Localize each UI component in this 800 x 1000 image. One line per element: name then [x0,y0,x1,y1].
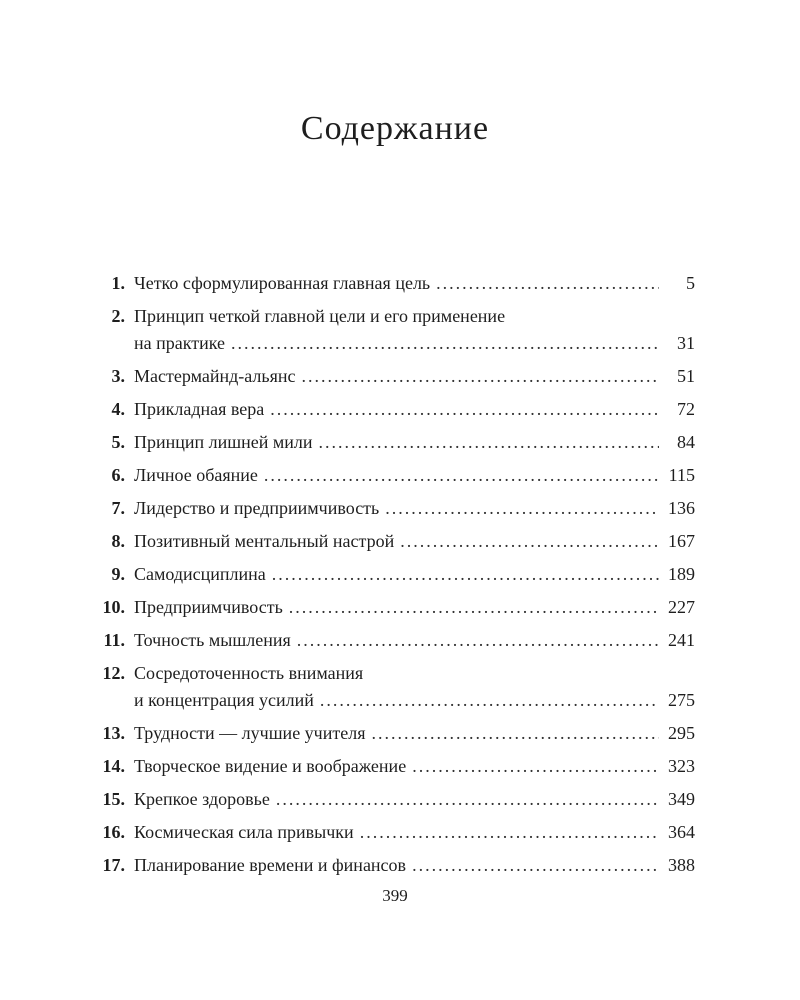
chapter-number: 4. [111,399,125,419]
toc-entry [90,819,695,846]
dot-leader [400,528,659,555]
toc-entry [90,396,695,423]
dot-leader [297,627,659,654]
table-of-contents [90,270,695,885]
toc-entry [90,270,695,297]
chapter-number: 2. [111,306,125,326]
page-number: 323 [668,756,695,776]
chapter-title: и концентрация усилий [134,690,314,710]
toc-entry [90,660,695,714]
page-number: 51 [677,366,695,386]
dot-leader [264,462,659,489]
dot-leader [385,495,659,522]
page-number: 227 [668,597,695,617]
chapter-number: 3. [111,366,125,386]
toc-entry [90,786,695,813]
chapter-number: 6. [111,465,125,485]
toc-entry [90,561,695,588]
toc-entry [90,462,695,489]
dot-leader [276,786,659,813]
chapter-title: Мастермайнд-альянс [134,366,296,386]
dot-leader [231,330,659,357]
page-number: 275 [668,690,695,710]
page-number: 189 [668,564,695,584]
page-number: 388 [668,855,695,875]
chapter-title: Планирование времени и финансов [134,855,407,875]
chapter-title: Крепкое здоровье [134,789,270,809]
chapter-title: Предприимчивость [134,597,283,617]
page-number: 364 [668,822,695,842]
chapter-number: 9. [111,564,125,584]
toc-entry [90,363,695,390]
dot-leader [436,270,659,297]
chapter-number: 14. [102,756,125,776]
page-number: 31 [677,333,695,353]
dot-leader [319,429,659,456]
chapter-title: Самодисциплина [134,564,266,584]
toc-entry [90,528,695,555]
dot-leader [289,594,659,621]
chapter-title-line: Сосредоточенность внимания [134,663,364,683]
page-title: Содержание [300,110,490,147]
toc-entry [90,627,695,654]
page-number: 241 [668,630,695,650]
chapter-number: 7. [111,498,125,518]
page-number: 167 [668,531,695,551]
chapter-title: на практике [134,333,226,353]
page-number: 84 [677,432,695,452]
chapter-title: Четко сформулированная главная цель [134,273,431,293]
dot-leader [412,852,659,879]
toc-entry [90,429,695,456]
dot-leader [412,753,659,780]
page-number: 136 [668,498,695,518]
chapter-number: 8. [111,531,125,551]
toc-entry [90,594,695,621]
page-folio-number: 399 [382,886,408,905]
chapter-title: Точность мышления [134,630,291,650]
chapter-number: 17. [102,855,125,875]
chapter-number: 15. [102,789,125,809]
toc-entry [90,753,695,780]
dot-leader [270,396,659,423]
chapter-title: Лидерство и предприимчивость [134,498,380,518]
chapter-number: 16. [102,822,125,842]
chapter-title: Принцип лишней мили [134,432,313,452]
chapter-number: 12. [102,663,125,683]
chapter-title: Трудности — лучшие учителя [134,723,366,743]
chapter-number: 5. [111,432,125,452]
dot-leader [372,720,660,747]
page-number: 5 [686,273,695,293]
chapter-title: Позитивный ментальный настрой [134,531,395,551]
toc-entry [90,303,695,357]
chapter-title-line: Принцип четкой главной цели и его применение [134,306,506,326]
page-number: 295 [668,723,695,743]
chapter-title: Прикладная вера [134,399,265,419]
chapter-number: 10. [102,597,125,617]
chapter-number: 13. [102,723,125,743]
dot-leader [320,687,659,714]
chapter-title: Космическая сила привычки [134,822,354,842]
page-number: 349 [668,789,695,809]
chapter-number: 11. [103,630,125,650]
dot-leader [301,363,659,390]
page-number: 72 [677,399,695,419]
toc-entry [90,495,695,522]
toc-entry [90,720,695,747]
chapter-title: Личное обаяние [134,465,258,485]
dot-leader [360,819,659,846]
toc-entry [90,852,695,879]
page-number: 115 [668,465,695,485]
dot-leader [272,561,659,588]
chapter-title: Творческое видение и воображение [134,756,407,776]
chapter-number: 1. [111,273,125,293]
